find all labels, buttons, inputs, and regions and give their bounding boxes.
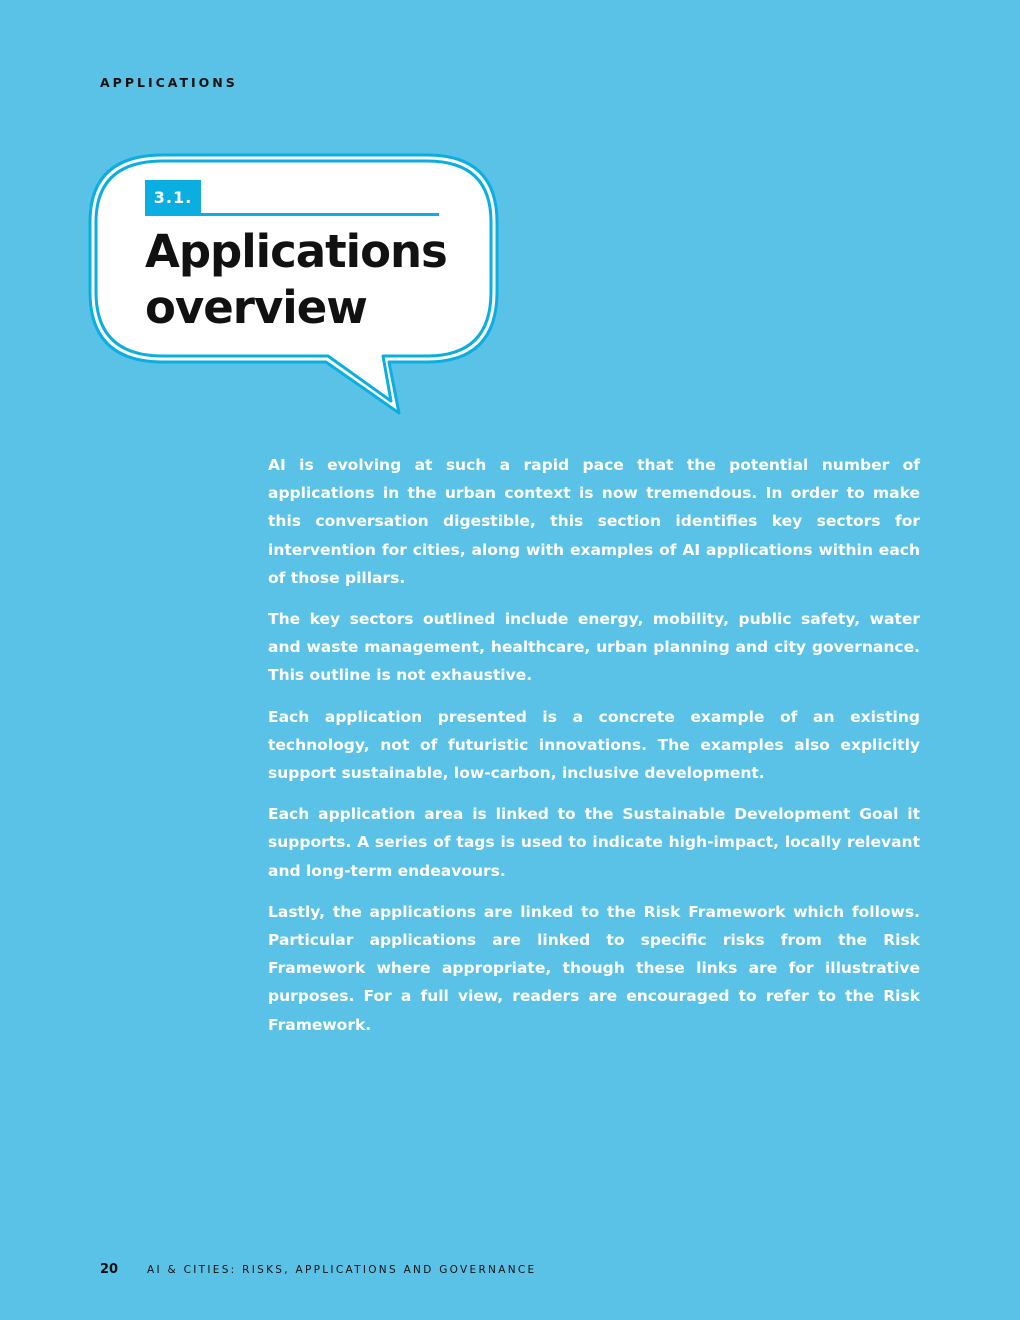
running-title: AI & CITIES: RISKS, APPLICATIONS AND GOVERNANCE bbox=[147, 1263, 537, 1276]
body-paragraph: Each application presented is a concrete example of an existing technology, not of futuristic innovations. The examples also explicitly support sustainable, low-carbon, inclusive development. bbox=[268, 707, 920, 783]
section-title: Applications overview bbox=[145, 225, 447, 334]
body-paragraph: AI is evolving at such a rapid pace that the potential number of applications in the urban context is now tremendous. In order to make this conversation digestible, this section identifies key sectors for intervention for cities, along with examples of AI applications within each of those pillars. bbox=[268, 456, 920, 587]
body-paragraph: Lastly, the applications are linked to the Risk Framework which follows. Particular applications are linked to specific risks from the Risk Framework where appropriate, though these links are for illustrative purposes. For a full view, readers are encouraged to refer to the Risk Framework. bbox=[268, 902, 920, 1034]
body-paragraph: The key sectors outlined include energy, mobility, public safety, water and waste management, healthcare, urban planning and city governance. This outline is not exhaustive. bbox=[268, 610, 920, 685]
section-label: APPLICATIONS bbox=[100, 75, 238, 90]
section-number-badge: 3.1. bbox=[145, 180, 201, 216]
section-divider bbox=[201, 213, 439, 216]
body-paragraph: Each application area is linked to the Sustainable Development Goal it supports. A series of tags is used to indicate high-impact, locally relevant and long-term endeavours. bbox=[268, 805, 920, 880]
page-footer bbox=[100, 1262, 536, 1277]
page-number: 20 bbox=[100, 1262, 119, 1277]
body-text bbox=[268, 451, 920, 1052]
